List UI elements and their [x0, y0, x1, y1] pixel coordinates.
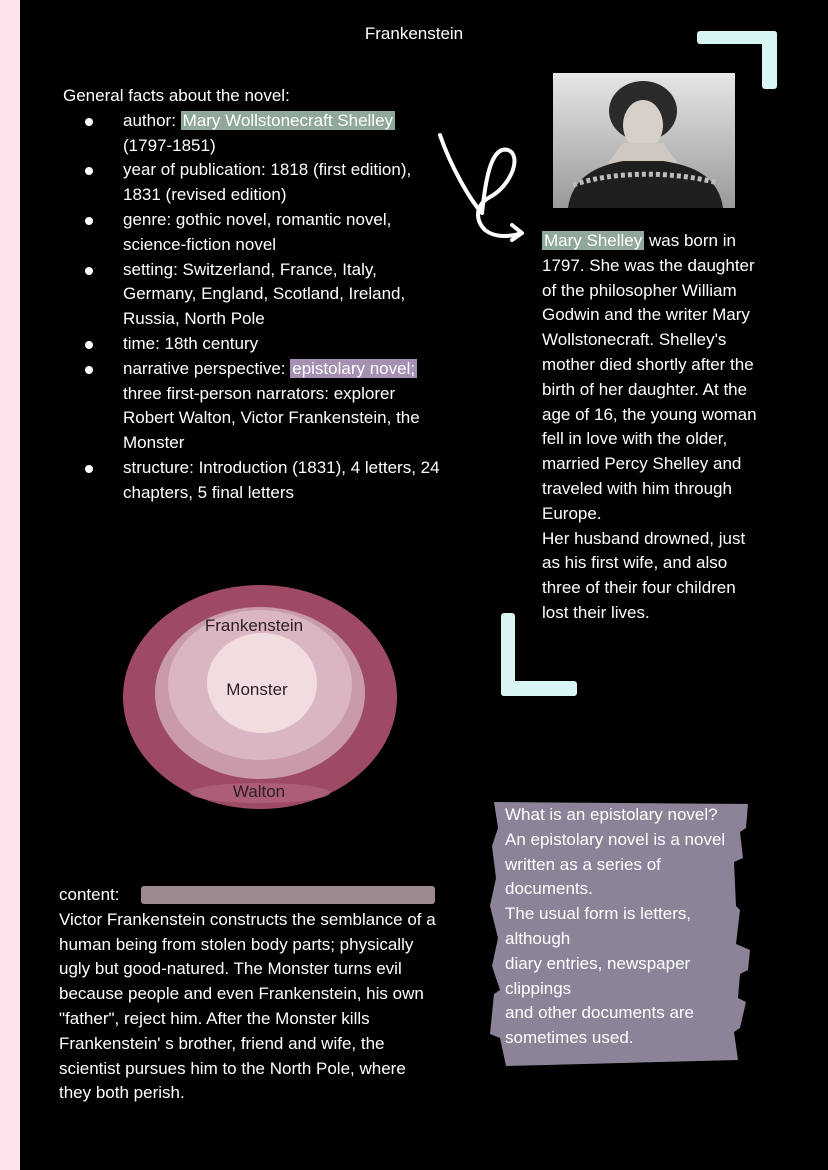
- bio-name-highlight: Mary Shelley: [544, 231, 643, 250]
- epistolary-line-1: An epistolary novel is a novel written as a series of documents.: [505, 829, 726, 899]
- bio-text: was born in 1797. She was the daughter of the philosopher William Godwin and the writer Mary Wollstonecraft. Shelley's mother died shortly after the birth of her daughter. At the age of 16, the young woman fell in love with the older, married Percy Shelley and traveled with him through Europe.: [542, 231, 757, 523]
- fact-structure: structure: Introduction (1831), 4 letters, 24 chapters, 5 final letters: [63, 456, 443, 506]
- content-text: Victor Frankenstein constructs the semblance of a human being from stolen body parts; physically ugly but good-natured. The Monster turns evil because people and even Frankenstein, his own "father", reject him. After the Monster kills Frankenstein' s brother, friend and wife, the scientist pursues him to the North Pole, where they both perish.: [59, 909, 436, 1103]
- fact-year: year of publication: 1818 (first edition), 1831 (revised edition): [63, 158, 443, 208]
- facts-list: [63, 109, 443, 506]
- page-edge: [0, 0, 20, 1170]
- author-highlight: Mary Wollstonecraft Shelley: [182, 110, 394, 130]
- biography: [542, 229, 757, 626]
- perspective-prefix: narrative perspective:: [123, 358, 291, 378]
- label-frankenstein: Frankenstein: [204, 616, 304, 635]
- corner-bracket-top-side: [762, 31, 777, 89]
- fact-author: [63, 109, 443, 159]
- content-label: content:: [59, 885, 120, 904]
- portrait-illustration: [553, 73, 735, 208]
- epistolary-line-3: diary entries, newspaper clippings: [505, 953, 691, 998]
- label-walton: Walton: [232, 782, 286, 801]
- label-monster: Monster: [226, 680, 288, 699]
- perspective-rest: three first-person narrators: explorer Robert Walton, Victor Frankenstein, the Monster: [123, 383, 420, 453]
- fact-setting: setting: Switzerland, France, Italy, Germany, England, Scotland, Ireland, Russia, North Pole: [63, 258, 443, 332]
- portrait-image: [553, 73, 735, 208]
- facts-section: [63, 84, 443, 506]
- page-title: Frankenstein: [364, 24, 464, 43]
- bio-text-2: Her husband drowned, just as his first wife, and also three of their four children lost their lives.: [542, 528, 746, 622]
- epistolary-question: What is an epistolary novel?: [505, 805, 718, 824]
- facts-heading: General facts about the novel:: [63, 86, 290, 105]
- content-section: [59, 883, 439, 1106]
- epistolary-line-2: The usual form is letters, although: [505, 904, 692, 948]
- corner-bracket-bottom: [501, 681, 577, 696]
- author-years: (1797-1851): [123, 135, 216, 155]
- epistolary-note: [505, 803, 750, 1051]
- arrow-doodle-icon: [430, 125, 530, 250]
- epistolary-line-4: and other documents are sometimes used.: [505, 1003, 695, 1048]
- epistolary-highlight: epistolary novel;: [292, 358, 416, 378]
- fact-author-prefix: author:: [123, 110, 181, 130]
- fact-time: time: 18th century: [63, 332, 443, 357]
- narrator-circles-diagram: [120, 583, 400, 811]
- fact-perspective: [63, 357, 443, 456]
- fact-genre: genre: gothic novel, romantic novel, science-fiction novel: [63, 208, 443, 258]
